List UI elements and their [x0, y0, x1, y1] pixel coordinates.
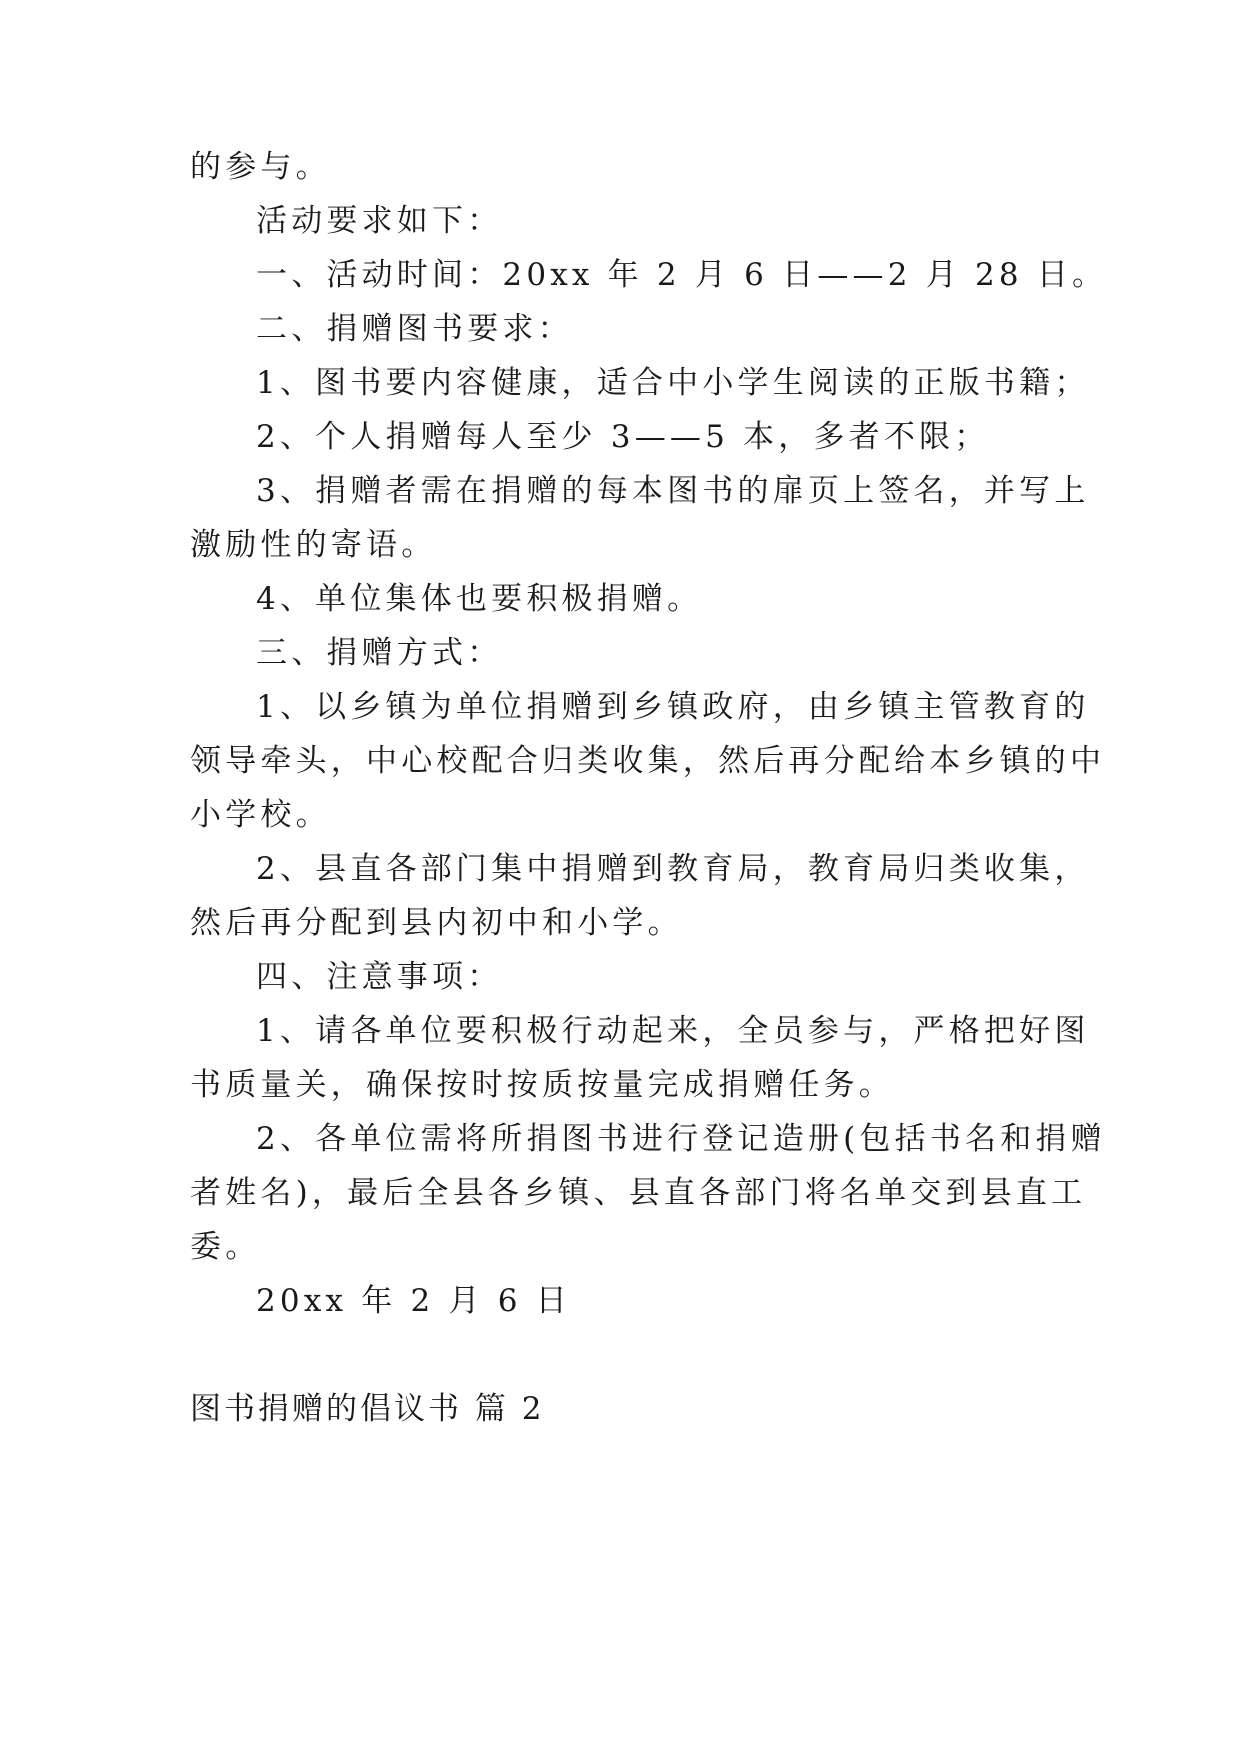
paragraph-line: 的参与。	[190, 149, 331, 185]
date-line: 20xx 年 2 月 6 日	[256, 1283, 571, 1319]
paragraph-line: 领导牵头，中心校配合归类收集，然后再分配给本乡镇的中	[190, 743, 1106, 779]
paragraph-line: 2、个人捐赠每人至少 3——5 本，多者不限；	[256, 419, 990, 455]
paragraph-line: 1、请各单位要积极行动起来，全员参与，严格把好图	[256, 1013, 1090, 1049]
paragraph-line: 四、注意事项：	[256, 959, 503, 995]
paragraph-line: 书质量关，确保按时按质按量完成捐赠任务。	[190, 1067, 894, 1103]
paragraph-line: 4、单位集体也要积极捐赠。	[256, 581, 703, 617]
paragraph-line: 委。	[190, 1229, 261, 1265]
paragraph-line: 者姓名)，最后全县各乡镇、县直各部门将名单交到县直工	[190, 1175, 1087, 1211]
paragraph-line: 二、捐赠图书要求：	[256, 311, 573, 347]
paragraph-line: 一、活动时间：20xx 年 2 月 6 日——2 月 28 日。	[256, 257, 1108, 293]
paragraph-line: 小学校。	[190, 797, 331, 833]
paragraph-line: 2、各单位需将所捐图书进行登记造册(包括书名和捐赠	[256, 1121, 1106, 1157]
paragraph-line: 激励性的寄语。	[190, 527, 437, 563]
paragraph-line: 2、县直各部门集中捐赠到教育局，教育局归类收集，	[256, 851, 1090, 887]
paragraph-line: 然后再分配到县内初中和小学。	[190, 905, 683, 941]
paragraph-line: 1、以乡镇为单位捐赠到乡镇政府，由乡镇主管教育的	[256, 689, 1090, 725]
paragraph-line: 1、图书要内容健康，适合中小学生阅读的正版书籍；	[256, 365, 1090, 401]
paragraph-line: 三、捐赠方式：	[256, 635, 503, 671]
section-heading: 图书捐赠的倡议书 篇 2	[190, 1391, 545, 1427]
paragraph-line: 活动要求如下：	[256, 203, 503, 239]
paragraph-line: 3、捐赠者需在捐赠的每本图书的扉页上签名，并写上	[256, 473, 1090, 509]
